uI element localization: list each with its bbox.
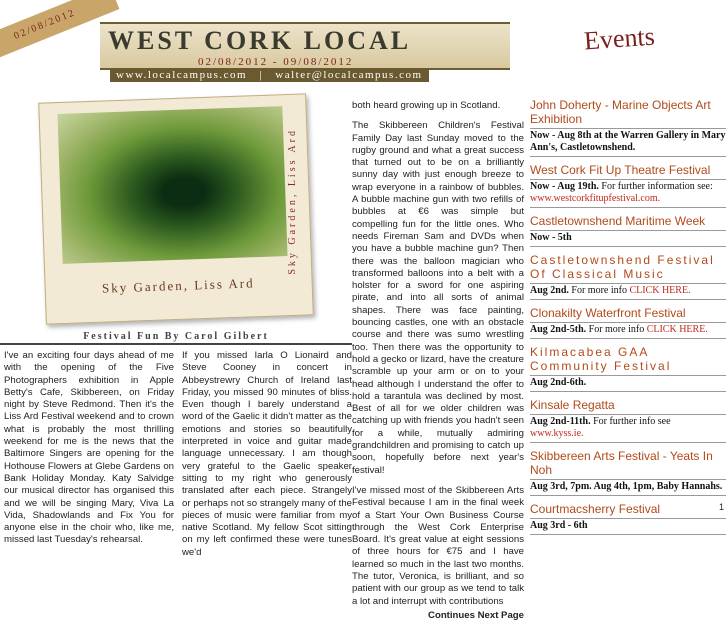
- continues-link[interactable]: Continues Next Page: [428, 609, 524, 621]
- photo-side-label: Sky Garden, Liss Ard: [287, 128, 298, 275]
- event-date: Now - Aug 8th at the Warren Gallery in Mary Ann's, Castletownshend.: [530, 130, 726, 153]
- event-date: Now - 5th: [530, 232, 572, 243]
- event-detail: [530, 322, 726, 339]
- event-title: Castletownshend Festival Of Classical Music: [530, 253, 715, 281]
- photo-card: [42, 98, 310, 320]
- event-title: Skibbereen Arts Festival - Yeats In Noh: [530, 449, 713, 477]
- event-link[interactable]: CLICK HERE.: [629, 285, 691, 296]
- website-link[interactable]: www.localcampus.com: [116, 69, 248, 81]
- event-item: [530, 398, 726, 443]
- event-item: [530, 306, 726, 339]
- event-item: [530, 214, 726, 247]
- article-paragraph: The Skibbereen Children's Festival Family Day last Sunday moved to the rugby ground and what a great success that turned out to be on a brilliantly sunny day with just enough breeze to wrap everyone in a rainbow of bubbles. A bubble machine gun with two refills of bubbles at €6 was simple but compelling fun for the little ones. Who needs Fireman Sam and DVDs when you have a bubble machine gun? Then there was the balloon magician who transformed balloons into a belt with a holster for a sword for one aspiring pirate, and into all sorts of animal shapes. There was face painting, bouncing castles, one with an obstacle course and there was sumo wrestling too. Then there was the opportunity to hold a gecko or lizard, have the creature scramble up your arm or on to your head although I understand the offer to hold a tarantula was declined by most. Best of all for we older children was catching up with friends you hadn't seen for a while, mutually admiring grandchildren and promising to catch up soon, hopefully before next year's festival!: [352, 120, 524, 476]
- event-title: West Cork Fit Up Theatre Festival: [530, 163, 711, 177]
- issue-dates: 02/08/2012 - 09/08/2012: [198, 56, 354, 68]
- events-title: Events: [583, 21, 656, 56]
- event-detail: [530, 128, 726, 157]
- events-header: [520, 0, 728, 94]
- event-link[interactable]: www.kyss.ie.: [530, 428, 584, 439]
- article-column-left: I've an exciting four days ahead of me with the opening of the Five Photographers exhibition in Apple Betty's Cafe, Skibbereen, on Friday night by Steve Redmond. Then it's the Liss Ard Festival weekend and to crown what is probably the most thrilling weekend for me is the news that the Baltimore Singers are opening for the Hothouse Flowers at Glebe Gardens on Bank Holiday Monday. Katy Salvidge our musical director has organised this and we will be singing Mary, Viva La Vida, Shadowlands and Fix You for anyone else in the choir who, like me, missed last Tuesday's rehearsal.: [4, 350, 174, 546]
- event-date: Now - Aug 19th.: [530, 181, 599, 192]
- page-title: WEST CORK LOCAL: [108, 26, 412, 55]
- event-title: Courtmacsherry Festival: [530, 502, 661, 516]
- article-paragraph: both heard growing up in Scotland.: [352, 100, 501, 111]
- email-link[interactable]: walter@localcampus.com: [275, 69, 423, 81]
- event-date: Aug 3rd, 7pm. Aug 4th, 1pm, Baby Hannahs.: [530, 481, 723, 492]
- event-info: For more info: [586, 324, 647, 335]
- event-item: [530, 502, 726, 535]
- sky-garden-photo: [57, 106, 287, 264]
- event-date: Aug 2nd.: [530, 285, 569, 296]
- event-date: Aug 2nd-5th.: [530, 324, 587, 335]
- heading-rule: [0, 343, 352, 345]
- article-heading: Festival Fun By Carol Gilbert: [83, 331, 269, 342]
- event-title: Castletownshend Maritime Week: [530, 214, 706, 228]
- event-detail: [530, 518, 726, 535]
- event-detail: [530, 283, 726, 300]
- event-item: [530, 98, 726, 157]
- event-info: For more info: [568, 285, 630, 296]
- event-detail: [530, 230, 726, 247]
- event-link[interactable]: CLICK HERE.: [646, 324, 708, 335]
- event-title: Kinsale Regatta: [530, 398, 615, 412]
- article-column-middle: If you missed Iarla O Lionaird and Steve Cooney in concert in Abbeystrewry Church of Ireland last Friday, you missed 90 minutes of bliss. Even though I barely understand a word of the Gaelic it didn't matter as the emotions and stories so beautifully interpreted in voice and guitar made language unnecessary. I am though very grateful to the Gaelic speaker sitting to my right who generously translated after each piece. Strangely or perhaps not so strangely many of the pieces of music were familiar from my native Scotland. My fellow Scot sitting on my left confirmed these were tunes we'd: [182, 350, 352, 558]
- event-date: Aug 3rd - 6th: [530, 520, 588, 531]
- event-item: [530, 163, 726, 208]
- article-column-right: [352, 100, 524, 622]
- masthead: [0, 0, 520, 94]
- page-number: 1: [718, 502, 724, 512]
- event-title: John Doherty - Marine Objects Art Exhibition: [530, 98, 711, 126]
- event-item: [530, 345, 726, 392]
- event-date: Aug 2nd-11th.: [530, 416, 591, 427]
- corner-date-tab: 02/08/2012: [0, 0, 119, 65]
- event-detail: [530, 375, 726, 392]
- separator: |: [259, 69, 263, 81]
- event-title: Clonakilty Waterfront Festival: [530, 306, 686, 320]
- event-info: For further info see: [590, 416, 671, 427]
- contact-bar: [110, 68, 429, 82]
- event-detail: [530, 179, 726, 208]
- event-date: Aug 2nd-6th.: [530, 377, 587, 388]
- event-info: For further information see:: [598, 181, 713, 192]
- article-paragraph: I've missed most of the Skibbereen Arts Festival because I am in the final week of a Start Your Own Business Course through the West Cork Enterprise Board. It's great value at eight sessions of three hours for €75 and I have learned so much in the last two months. The tutor, Veronica, is brilliant, and so patient with our group as we tend to talk a lot and interrupt with contributions: [352, 484, 524, 607]
- events-list: [530, 98, 726, 541]
- photo-caption: Sky Garden, Liss Ard: [101, 275, 255, 296]
- event-link[interactable]: www.westcorkfitupfestival.com.: [530, 193, 661, 204]
- event-detail: [530, 414, 726, 443]
- event-item: [530, 253, 726, 300]
- event-title: Kilmacabea GAA Community Festival: [530, 345, 672, 373]
- event-detail: [530, 479, 726, 496]
- event-item: [530, 449, 726, 496]
